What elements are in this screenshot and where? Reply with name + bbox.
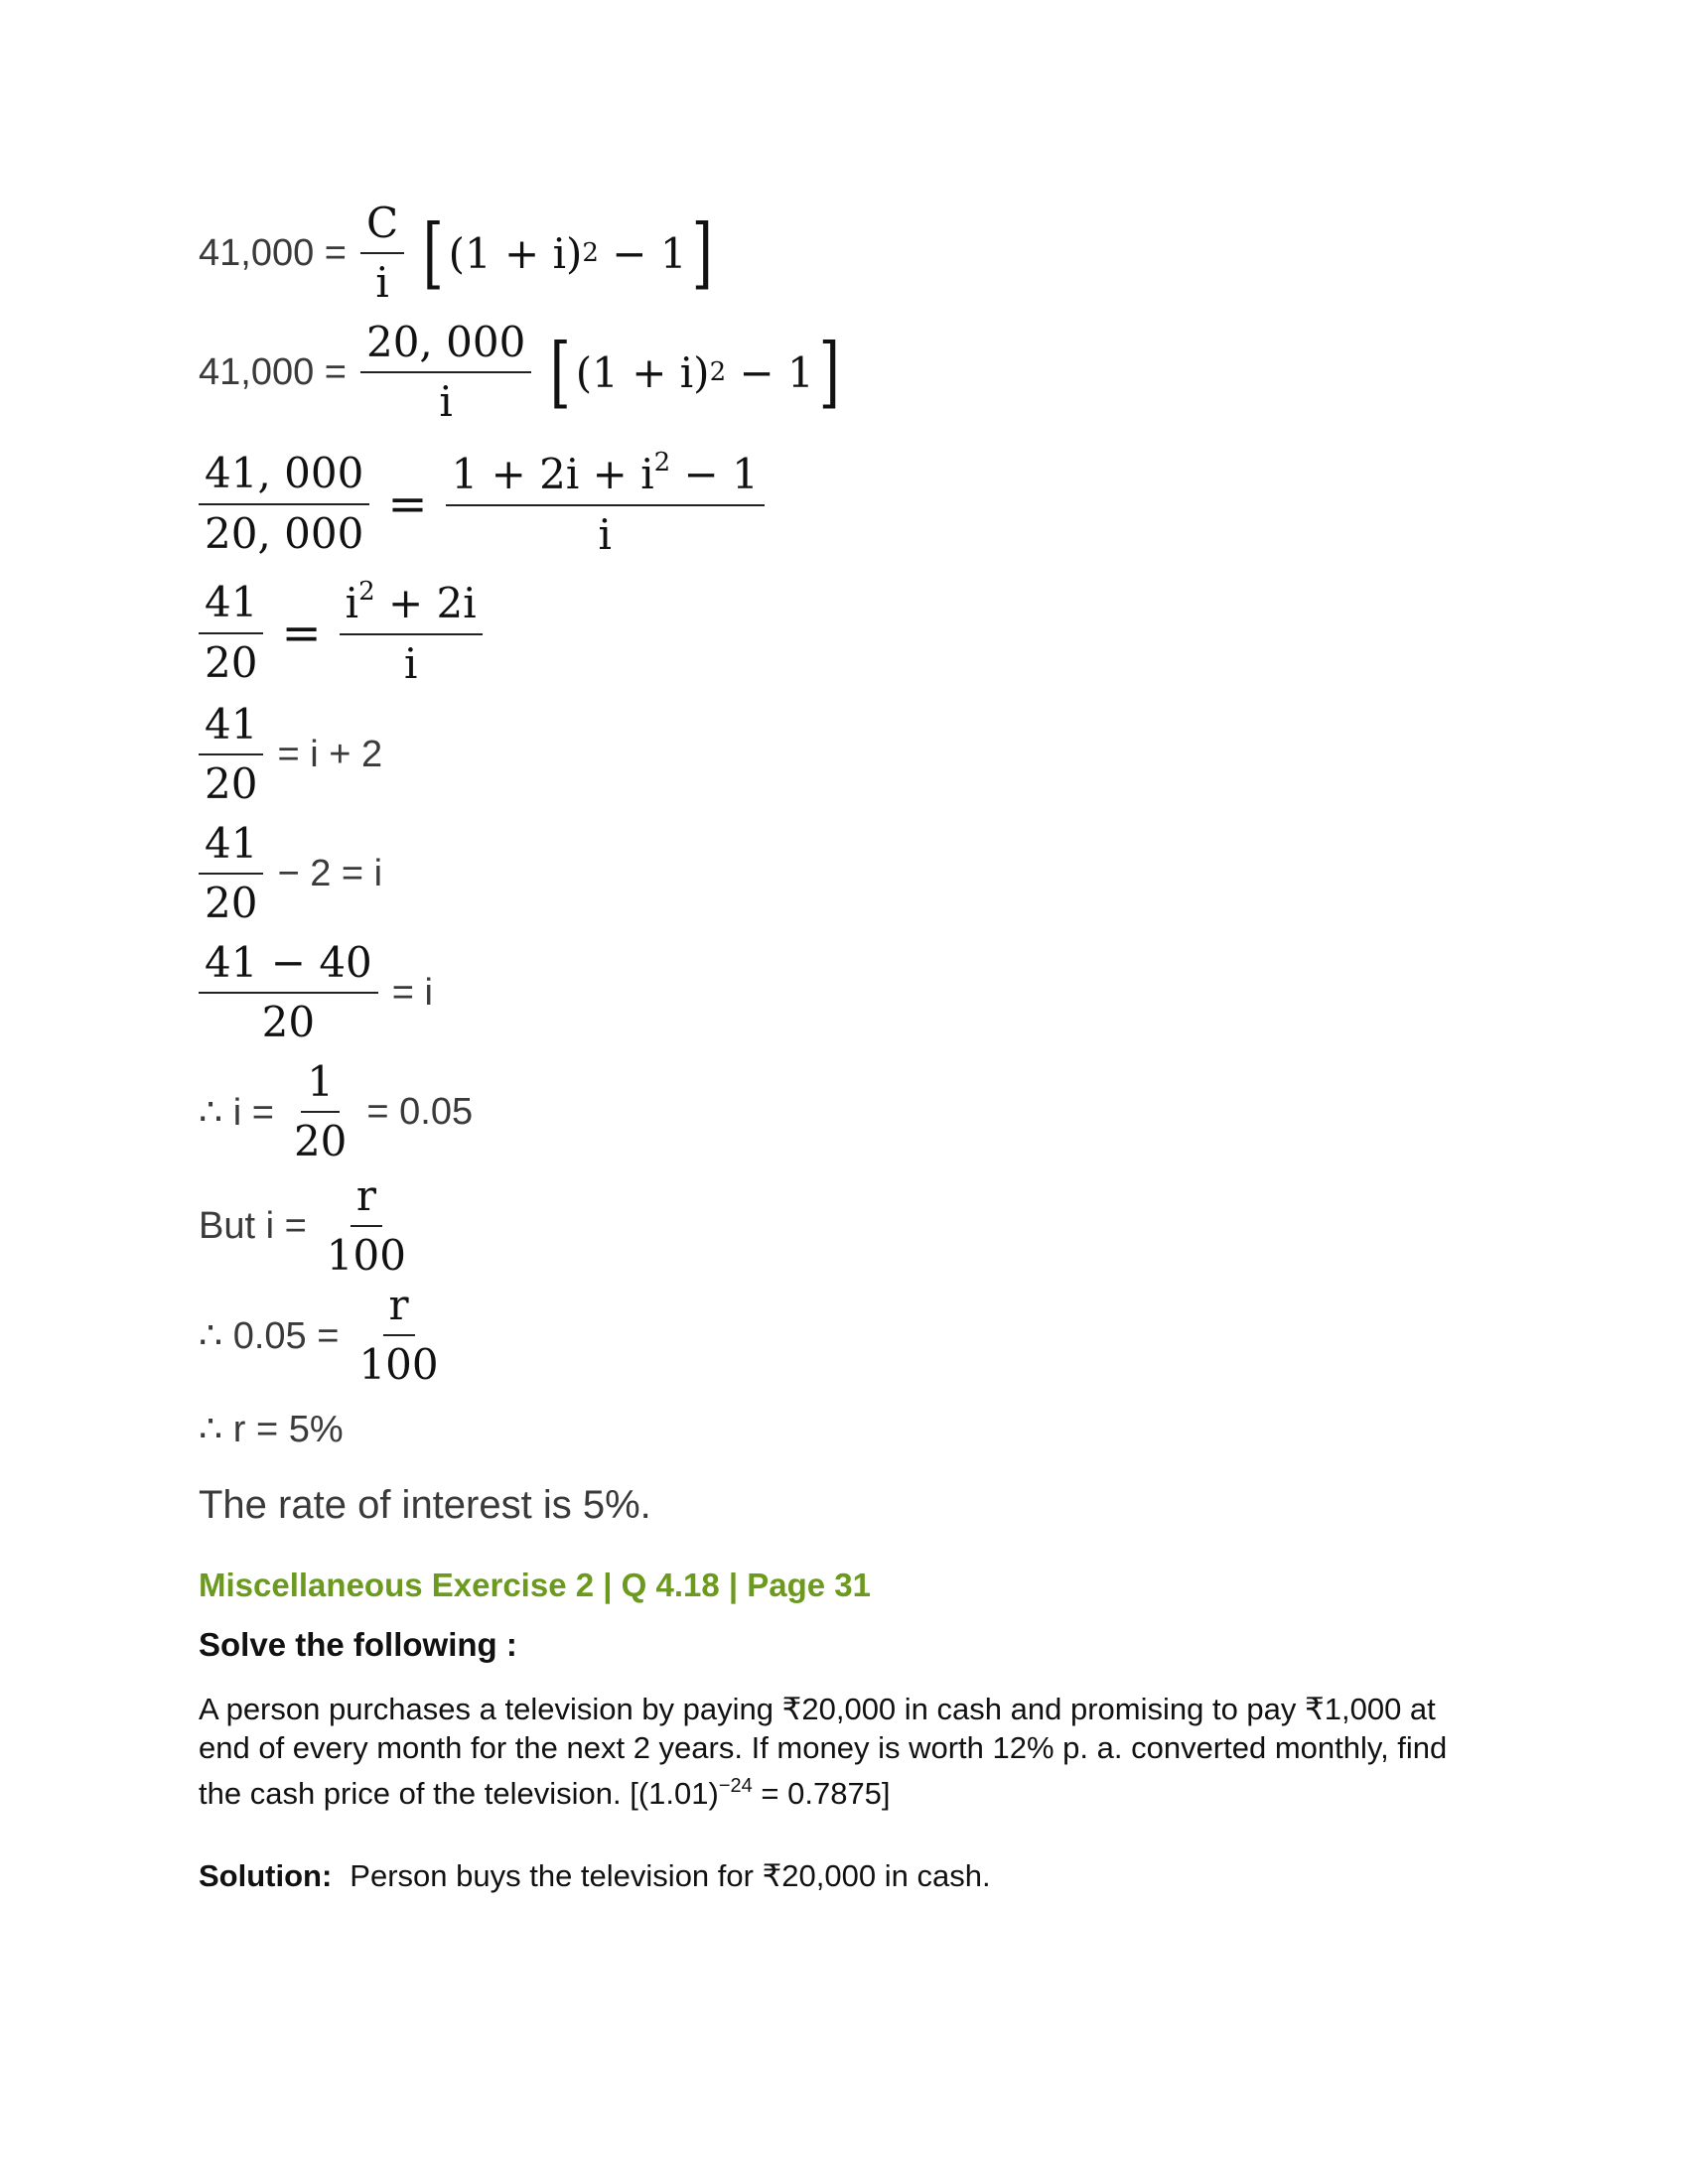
fraction-denominator: 20 [261,998,316,1046]
fraction-denominator: 20 [293,1117,348,1165]
fraction-denominator: 20 [205,879,258,927]
fraction [288,1057,352,1167]
bracket-tail: − 1 [739,347,814,397]
equals-sign: = [387,476,428,532]
equation-1 [199,194,1519,313]
equation-10 [199,1281,1519,1390]
equation-text: ∴ r = 5% [199,1408,344,1450]
question-exponent: −24 [718,1775,753,1797]
subheading: Solve the following : [199,1626,517,1663]
fraction-numerator: 1 [301,1057,340,1113]
equation-6 [199,814,1519,933]
equation-lhs: 41,000 = [199,231,347,274]
solution-text: Person buys the television for ₹20,000 in cash. [350,1858,991,1893]
equation-lhs: ∴ 0.05 = [199,1314,340,1357]
fraction [199,938,378,1048]
fraction-numerator: r [351,1171,382,1227]
fraction [352,1281,444,1391]
equation-11 [199,1394,1519,1463]
equation-rhs: = i [391,971,433,1014]
fraction-denominator: i [598,509,612,559]
equation-lhs: ∴ i = [199,1091,274,1134]
bracket-base: (1 + i) [575,347,710,397]
bracket-base: (1 + i) [448,228,583,278]
question-text [199,1690,1489,1813]
fraction [321,1171,412,1282]
exponent: 2 [582,238,599,268]
fraction-numerator: r [383,1281,415,1336]
fraction [360,318,531,428]
solution-label: Solution: [199,1858,333,1893]
fraction-left [199,578,263,688]
fraction-denominator: 20, 000 [205,508,364,558]
fraction-numerator: 20, 000 [360,318,531,373]
fraction-right [446,448,765,560]
equation-8 [199,1052,1519,1171]
bracket-expression: [ (1 + i) 2 − 1 ] [549,328,840,417]
equals-sign: = [281,605,322,661]
fraction [199,819,263,929]
solution-paragraph [199,1858,1519,1894]
fraction-numerator: 41, 000 [199,449,369,504]
fraction-numerator: $i^2 + 2i$ [340,577,483,634]
question-tail: = 0.7875] [752,1776,891,1811]
fraction-denominator: i [375,258,389,307]
equation-rhs: = 0.05 [366,1090,474,1133]
bracket-tail: − 1 [612,228,687,278]
fraction-denominator: 100 [326,1231,406,1280]
equation-lhs: 41,000 = [199,350,347,393]
fraction-numerator: 41 [199,700,263,755]
fraction-left [199,449,369,559]
fraction-numerator: 41 [199,819,263,875]
fraction-denominator: 100 [358,1340,439,1389]
fraction-numerator: 41 [199,578,263,633]
fraction-right [340,577,483,689]
fraction-numerator: $1 + 2i + i^2 - 1$ [446,448,765,505]
fraction-denominator: 20 [205,637,258,687]
fraction-denominator: 20 [205,759,258,808]
equation-rhs: = i + 2 [277,733,383,775]
equation-9 [199,1171,1519,1281]
fraction-denominator: i [403,638,418,688]
document-page [199,194,1519,1894]
fraction [199,700,263,810]
equation-2 [199,313,1519,432]
exercise-heading: Miscellaneous Exercise 2 | Q 4.18 | Page 31 [199,1567,872,1603]
exponent: 2 [709,357,727,387]
equation-4 [199,571,1519,695]
question-body: A person purchases a television by paying ₹20,000 in cash and promising to pay ₹1,000 at end of every month for the next 2 years. If money is worth 12% p. a. converted monthly, find the cash price of the television. [(1.01) [199,1692,1448,1811]
fraction-numerator: 41 − 40 [199,938,378,994]
fraction-numerator: C [360,199,404,254]
bracket-expression: [ (1 + i) 2 − 1 ] [422,208,713,298]
equation-3 [199,442,1519,566]
conclusion-text: The rate of interest is 5%. [199,1483,651,1527]
equation-5 [199,695,1519,814]
fraction [360,199,404,309]
fraction-denominator: i [439,377,453,426]
equation-7 [199,933,1519,1052]
equation-lhs: But i = [199,1204,307,1247]
equation-rhs: − 2 = i [277,852,383,894]
